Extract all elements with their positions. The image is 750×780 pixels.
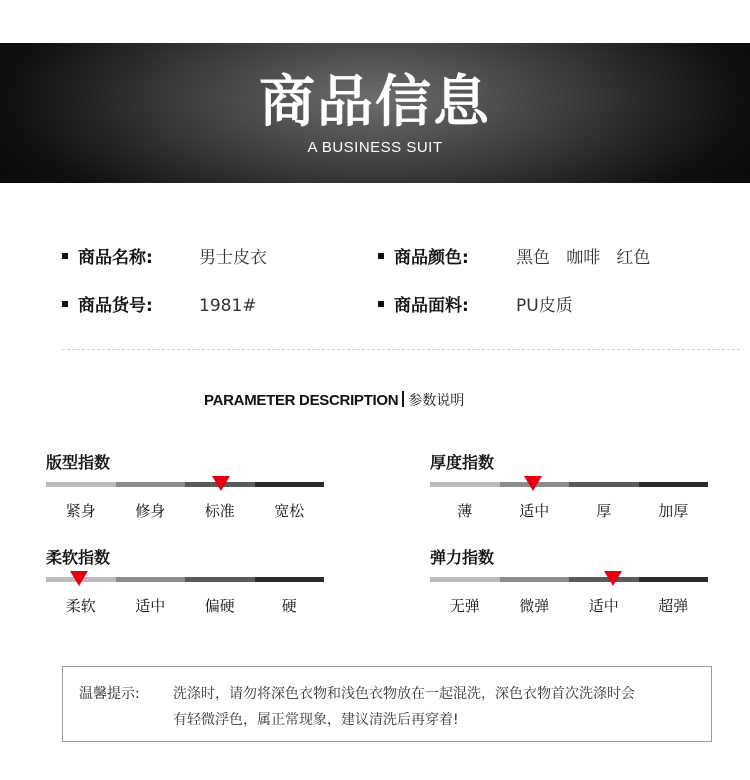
parameter-title-cn: 参数说明 xyxy=(408,393,465,409)
scale-title: 柔软指数 xyxy=(46,548,111,567)
scale-option: 修身 xyxy=(135,502,166,520)
divider xyxy=(62,349,740,350)
bar-segment xyxy=(255,482,325,487)
tip-line: 洗涤时，请勿将深色衣物和浅色衣物放在一起混洗，深色衣物首次洗涤时会 xyxy=(173,686,635,702)
info-value: 黑色 咖啡 红色 xyxy=(516,248,651,268)
scale-option: 超弹 xyxy=(658,597,689,615)
scale-bar xyxy=(430,577,708,582)
banner-title: 商品信息 xyxy=(259,70,491,135)
tip-line: 有轻微浮色，属正常现象，建议清洗后再穿着! xyxy=(173,712,459,728)
scale-option: 偏硬 xyxy=(204,597,235,615)
tip-box xyxy=(62,666,712,742)
scale-bar xyxy=(46,482,324,487)
scale-softness xyxy=(46,545,324,625)
scale-options xyxy=(46,500,324,522)
scale-option: 紧身 xyxy=(65,502,96,520)
info-label: 商品货号: xyxy=(62,294,153,318)
scale-elasticity xyxy=(430,545,708,625)
scale-marker-icon xyxy=(212,476,230,491)
info-label: 商品面料: xyxy=(378,294,469,318)
scale-options xyxy=(430,500,708,522)
bar-segment xyxy=(430,482,500,487)
scale-options xyxy=(46,595,324,617)
info-value: PU皮质 xyxy=(516,296,573,316)
scale-bar xyxy=(430,482,708,487)
separator xyxy=(402,391,404,407)
banner xyxy=(0,43,750,183)
scale-option: 标准 xyxy=(204,502,235,520)
scale-option: 无弹 xyxy=(449,597,480,615)
scale-option: 适中 xyxy=(519,502,550,520)
scale-marker-icon xyxy=(524,476,542,491)
bar-segment xyxy=(500,577,570,582)
scale-option: 宽松 xyxy=(274,502,305,520)
parameter-heading xyxy=(204,388,464,412)
parameter-title-en: PARAMETER DESCRIPTION xyxy=(204,392,399,409)
tip-text xyxy=(173,681,635,733)
bar-segment xyxy=(569,482,639,487)
scale-options xyxy=(430,595,708,617)
scale-thickness xyxy=(430,450,708,530)
banner-subtitle: A BUSINESS SUIT xyxy=(307,139,443,156)
scale-fit xyxy=(46,450,324,530)
bar-segment xyxy=(255,577,325,582)
scale-title: 版型指数 xyxy=(46,453,111,472)
scale-option: 加厚 xyxy=(658,502,689,520)
scale-option: 厚 xyxy=(596,502,612,520)
bar-segment xyxy=(46,482,116,487)
scale-option: 硬 xyxy=(281,597,297,615)
scale-option: 适中 xyxy=(588,597,619,615)
scale-marker-icon xyxy=(70,571,88,586)
scale-option: 柔软 xyxy=(65,597,96,615)
scale-option: 适中 xyxy=(135,597,166,615)
scale-option: 薄 xyxy=(457,502,473,520)
info-value: 男士皮衣 xyxy=(199,248,267,268)
tip-label: 温馨提示: xyxy=(79,686,140,702)
scale-title: 厚度指数 xyxy=(430,453,495,472)
scale-option: 微弹 xyxy=(519,597,550,615)
scale-marker-icon xyxy=(604,571,622,586)
scale-title: 弹力指数 xyxy=(430,548,495,567)
bar-segment xyxy=(639,482,709,487)
bar-segment xyxy=(116,482,186,487)
info-value: 1981# xyxy=(199,296,257,316)
bar-segment xyxy=(116,577,186,582)
info-label: 商品名称: xyxy=(62,246,153,270)
bar-segment xyxy=(430,577,500,582)
bar-segment xyxy=(185,577,255,582)
bar-segment xyxy=(639,577,709,582)
info-label: 商品颜色: xyxy=(378,246,469,270)
